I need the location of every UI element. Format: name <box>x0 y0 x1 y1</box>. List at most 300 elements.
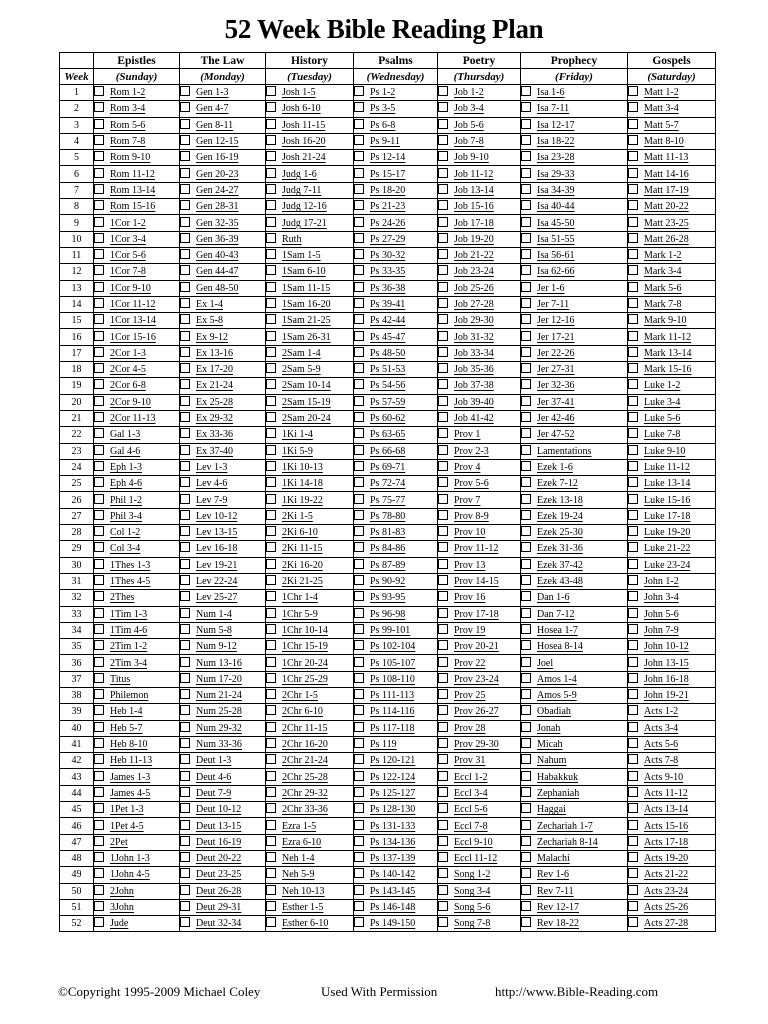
reading-checkbox[interactable] <box>180 640 190 650</box>
reading-checkbox[interactable] <box>354 771 364 781</box>
reading-checkbox[interactable] <box>266 836 276 846</box>
reading-checkbox[interactable] <box>180 412 190 422</box>
reading-checkbox[interactable] <box>521 217 531 227</box>
reading-checkbox[interactable] <box>628 771 638 781</box>
reading-checkbox[interactable] <box>266 705 276 715</box>
reading-checkbox[interactable] <box>266 803 276 813</box>
reading-checkbox[interactable] <box>94 119 104 129</box>
reading-checkbox[interactable] <box>266 689 276 699</box>
reading-checkbox[interactable] <box>521 363 531 373</box>
reading-checkbox[interactable] <box>521 412 531 422</box>
reading-checkbox[interactable] <box>521 803 531 813</box>
reading-checkbox[interactable] <box>94 168 104 178</box>
reading-checkbox[interactable] <box>354 608 364 618</box>
reading-checkbox[interactable] <box>628 885 638 895</box>
reading-checkbox[interactable] <box>438 135 448 145</box>
reading-checkbox[interactable] <box>354 347 364 357</box>
reading-checkbox[interactable] <box>180 722 190 732</box>
website-link[interactable]: http://www.Bible-Reading.com <box>495 984 659 999</box>
reading-checkbox[interactable] <box>354 705 364 715</box>
reading-checkbox[interactable] <box>180 705 190 715</box>
reading-checkbox[interactable] <box>521 575 531 585</box>
reading-checkbox[interactable] <box>354 298 364 308</box>
reading-checkbox[interactable] <box>628 608 638 618</box>
reading-checkbox[interactable] <box>180 689 190 699</box>
reading-checkbox[interactable] <box>266 820 276 830</box>
reading-checkbox[interactable] <box>94 803 104 813</box>
reading-checkbox[interactable] <box>354 494 364 504</box>
reading-checkbox[interactable] <box>521 396 531 406</box>
reading-checkbox[interactable] <box>266 624 276 634</box>
reading-checkbox[interactable] <box>628 477 638 487</box>
reading-checkbox[interactable] <box>354 559 364 569</box>
reading-checkbox[interactable] <box>521 510 531 520</box>
reading-checkbox[interactable] <box>438 640 448 650</box>
reading-checkbox[interactable] <box>266 510 276 520</box>
reading-checkbox[interactable] <box>438 314 448 324</box>
reading-checkbox[interactable] <box>354 363 364 373</box>
reading-checkbox[interactable] <box>628 396 638 406</box>
reading-checkbox[interactable] <box>94 217 104 227</box>
reading-checkbox[interactable] <box>266 477 276 487</box>
reading-checkbox[interactable] <box>628 542 638 552</box>
reading-checkbox[interactable] <box>180 265 190 275</box>
reading-checkbox[interactable] <box>438 412 448 422</box>
reading-checkbox[interactable] <box>266 657 276 667</box>
reading-checkbox[interactable] <box>628 412 638 422</box>
reading-checkbox[interactable] <box>266 738 276 748</box>
reading-checkbox[interactable] <box>438 738 448 748</box>
reading-checkbox[interactable] <box>521 771 531 781</box>
reading-checkbox[interactable] <box>354 200 364 210</box>
reading-checkbox[interactable] <box>438 673 448 683</box>
reading-checkbox[interactable] <box>354 901 364 911</box>
reading-checkbox[interactable] <box>521 901 531 911</box>
reading-checkbox[interactable] <box>266 200 276 210</box>
reading-checkbox[interactable] <box>354 168 364 178</box>
reading-checkbox[interactable] <box>94 836 104 846</box>
reading-checkbox[interactable] <box>94 200 104 210</box>
reading-checkbox[interactable] <box>180 868 190 878</box>
reading-checkbox[interactable] <box>180 608 190 618</box>
reading-checkbox[interactable] <box>354 885 364 895</box>
reading-checkbox[interactable] <box>94 657 104 667</box>
reading-checkbox[interactable] <box>354 233 364 243</box>
reading-checkbox[interactable] <box>180 885 190 895</box>
reading-checkbox[interactable] <box>180 657 190 667</box>
reading-checkbox[interactable] <box>438 477 448 487</box>
reading-checkbox[interactable] <box>180 738 190 748</box>
reading-checkbox[interactable] <box>438 86 448 96</box>
reading-checkbox[interactable] <box>94 722 104 732</box>
reading-checkbox[interactable] <box>628 526 638 536</box>
reading-checkbox[interactable] <box>94 608 104 618</box>
reading-checkbox[interactable] <box>94 526 104 536</box>
reading-checkbox[interactable] <box>438 298 448 308</box>
reading-checkbox[interactable] <box>521 428 531 438</box>
reading-checkbox[interactable] <box>180 331 190 341</box>
reading-checkbox[interactable] <box>354 526 364 536</box>
reading-checkbox[interactable] <box>266 771 276 781</box>
reading-checkbox[interactable] <box>266 184 276 194</box>
reading-checkbox[interactable] <box>354 542 364 552</box>
reading-checkbox[interactable] <box>521 265 531 275</box>
reading-checkbox[interactable] <box>521 102 531 112</box>
reading-checkbox[interactable] <box>266 868 276 878</box>
reading-checkbox[interactable] <box>521 151 531 161</box>
reading-checkbox[interactable] <box>628 233 638 243</box>
reading-checkbox[interactable] <box>438 265 448 275</box>
reading-checkbox[interactable] <box>628 135 638 145</box>
reading-checkbox[interactable] <box>94 233 104 243</box>
reading-checkbox[interactable] <box>628 314 638 324</box>
reading-checkbox[interactable] <box>628 347 638 357</box>
reading-checkbox[interactable] <box>628 249 638 259</box>
reading-checkbox[interactable] <box>180 102 190 112</box>
reading-checkbox[interactable] <box>94 820 104 830</box>
reading-checkbox[interactable] <box>438 901 448 911</box>
reading-checkbox[interactable] <box>180 836 190 846</box>
reading-checkbox[interactable] <box>180 591 190 601</box>
reading-checkbox[interactable] <box>180 673 190 683</box>
reading-checkbox[interactable] <box>521 852 531 862</box>
reading-checkbox[interactable] <box>94 379 104 389</box>
reading-checkbox[interactable] <box>354 575 364 585</box>
reading-checkbox[interactable] <box>180 510 190 520</box>
reading-checkbox[interactable] <box>180 200 190 210</box>
reading-checkbox[interactable] <box>180 624 190 634</box>
reading-checkbox[interactable] <box>438 168 448 178</box>
reading-checkbox[interactable] <box>266 461 276 471</box>
reading-checkbox[interactable] <box>94 787 104 797</box>
reading-checkbox[interactable] <box>628 705 638 715</box>
reading-checkbox[interactable] <box>266 722 276 732</box>
reading-checkbox[interactable] <box>94 396 104 406</box>
reading-checkbox[interactable] <box>266 379 276 389</box>
reading-checkbox[interactable] <box>354 314 364 324</box>
reading-checkbox[interactable] <box>266 265 276 275</box>
reading-checkbox[interactable] <box>354 836 364 846</box>
reading-checkbox[interactable] <box>628 640 638 650</box>
reading-checkbox[interactable] <box>180 542 190 552</box>
reading-checkbox[interactable] <box>266 119 276 129</box>
reading-checkbox[interactable] <box>94 901 104 911</box>
reading-checkbox[interactable] <box>94 135 104 145</box>
reading-checkbox[interactable] <box>628 803 638 813</box>
reading-checkbox[interactable] <box>354 868 364 878</box>
reading-checkbox[interactable] <box>521 657 531 667</box>
reading-checkbox[interactable] <box>180 917 190 927</box>
reading-checkbox[interactable] <box>180 135 190 145</box>
reading-checkbox[interactable] <box>180 477 190 487</box>
reading-checkbox[interactable] <box>438 820 448 830</box>
reading-checkbox[interactable] <box>94 265 104 275</box>
reading-checkbox[interactable] <box>354 917 364 927</box>
reading-checkbox[interactable] <box>94 151 104 161</box>
reading-checkbox[interactable] <box>628 575 638 585</box>
reading-checkbox[interactable] <box>180 428 190 438</box>
reading-checkbox[interactable] <box>180 151 190 161</box>
reading-checkbox[interactable] <box>438 102 448 112</box>
reading-checkbox[interactable] <box>521 331 531 341</box>
reading-checkbox[interactable] <box>628 217 638 227</box>
reading-checkbox[interactable] <box>521 461 531 471</box>
reading-checkbox[interactable] <box>94 754 104 764</box>
reading-checkbox[interactable] <box>521 314 531 324</box>
reading-checkbox[interactable] <box>438 771 448 781</box>
reading-checkbox[interactable] <box>94 494 104 504</box>
reading-checkbox[interactable] <box>438 282 448 292</box>
reading-checkbox[interactable] <box>354 591 364 601</box>
reading-checkbox[interactable] <box>628 510 638 520</box>
reading-checkbox[interactable] <box>438 754 448 764</box>
reading-checkbox[interactable] <box>628 151 638 161</box>
reading-checkbox[interactable] <box>521 608 531 618</box>
reading-checkbox[interactable] <box>94 282 104 292</box>
reading-checkbox[interactable] <box>94 86 104 96</box>
reading-checkbox[interactable] <box>180 526 190 536</box>
reading-checkbox[interactable] <box>521 233 531 243</box>
reading-checkbox[interactable] <box>521 591 531 601</box>
reading-checkbox[interactable] <box>521 494 531 504</box>
reading-checkbox[interactable] <box>266 640 276 650</box>
reading-checkbox[interactable] <box>180 901 190 911</box>
reading-checkbox[interactable] <box>521 184 531 194</box>
reading-checkbox[interactable] <box>438 917 448 927</box>
reading-checkbox[interactable] <box>521 542 531 552</box>
reading-checkbox[interactable] <box>180 184 190 194</box>
reading-checkbox[interactable] <box>266 559 276 569</box>
reading-checkbox[interactable] <box>94 347 104 357</box>
reading-checkbox[interactable] <box>521 705 531 715</box>
reading-checkbox[interactable] <box>438 184 448 194</box>
reading-checkbox[interactable] <box>180 217 190 227</box>
reading-checkbox[interactable] <box>94 559 104 569</box>
reading-checkbox[interactable] <box>628 868 638 878</box>
reading-checkbox[interactable] <box>180 787 190 797</box>
reading-checkbox[interactable] <box>521 135 531 145</box>
reading-checkbox[interactable] <box>521 787 531 797</box>
reading-checkbox[interactable] <box>94 428 104 438</box>
reading-checkbox[interactable] <box>266 852 276 862</box>
reading-checkbox[interactable] <box>438 379 448 389</box>
reading-checkbox[interactable] <box>521 917 531 927</box>
reading-checkbox[interactable] <box>354 102 364 112</box>
reading-checkbox[interactable] <box>266 298 276 308</box>
reading-checkbox[interactable] <box>438 608 448 618</box>
reading-checkbox[interactable] <box>354 477 364 487</box>
reading-checkbox[interactable] <box>354 852 364 862</box>
reading-checkbox[interactable] <box>266 168 276 178</box>
reading-checkbox[interactable] <box>180 363 190 373</box>
reading-checkbox[interactable] <box>266 86 276 96</box>
reading-checkbox[interactable] <box>94 673 104 683</box>
reading-checkbox[interactable] <box>94 885 104 895</box>
reading-checkbox[interactable] <box>180 168 190 178</box>
reading-checkbox[interactable] <box>438 542 448 552</box>
reading-checkbox[interactable] <box>354 428 364 438</box>
reading-checkbox[interactable] <box>521 445 531 455</box>
reading-checkbox[interactable] <box>266 282 276 292</box>
reading-checkbox[interactable] <box>266 885 276 895</box>
reading-checkbox[interactable] <box>94 184 104 194</box>
reading-checkbox[interactable] <box>94 689 104 699</box>
reading-checkbox[interactable] <box>94 331 104 341</box>
reading-checkbox[interactable] <box>628 689 638 699</box>
reading-checkbox[interactable] <box>354 86 364 96</box>
reading-checkbox[interactable] <box>628 722 638 732</box>
reading-checkbox[interactable] <box>354 820 364 830</box>
reading-checkbox[interactable] <box>521 200 531 210</box>
reading-checkbox[interactable] <box>94 314 104 324</box>
reading-checkbox[interactable] <box>266 233 276 243</box>
reading-checkbox[interactable] <box>628 200 638 210</box>
reading-checkbox[interactable] <box>94 624 104 634</box>
reading-checkbox[interactable] <box>180 282 190 292</box>
reading-checkbox[interactable] <box>354 151 364 161</box>
reading-checkbox[interactable] <box>354 396 364 406</box>
reading-checkbox[interactable] <box>94 477 104 487</box>
reading-checkbox[interactable] <box>94 575 104 585</box>
reading-checkbox[interactable] <box>354 689 364 699</box>
reading-checkbox[interactable] <box>266 673 276 683</box>
reading-checkbox[interactable] <box>94 852 104 862</box>
reading-checkbox[interactable] <box>628 428 638 438</box>
reading-checkbox[interactable] <box>628 265 638 275</box>
reading-checkbox[interactable] <box>628 298 638 308</box>
reading-checkbox[interactable] <box>354 119 364 129</box>
reading-checkbox[interactable] <box>521 689 531 699</box>
reading-checkbox[interactable] <box>266 314 276 324</box>
reading-checkbox[interactable] <box>354 445 364 455</box>
reading-checkbox[interactable] <box>266 917 276 927</box>
reading-checkbox[interactable] <box>266 901 276 911</box>
reading-checkbox[interactable] <box>94 771 104 781</box>
reading-checkbox[interactable] <box>521 722 531 732</box>
reading-checkbox[interactable] <box>628 102 638 112</box>
reading-checkbox[interactable] <box>438 233 448 243</box>
reading-checkbox[interactable] <box>438 428 448 438</box>
reading-checkbox[interactable] <box>94 591 104 601</box>
reading-checkbox[interactable] <box>354 787 364 797</box>
reading-checkbox[interactable] <box>354 331 364 341</box>
reading-checkbox[interactable] <box>628 787 638 797</box>
reading-checkbox[interactable] <box>180 298 190 308</box>
reading-checkbox[interactable] <box>438 249 448 259</box>
reading-checkbox[interactable] <box>266 575 276 585</box>
reading-checkbox[interactable] <box>438 331 448 341</box>
reading-checkbox[interactable] <box>438 575 448 585</box>
reading-checkbox[interactable] <box>521 836 531 846</box>
reading-checkbox[interactable] <box>521 673 531 683</box>
reading-checkbox[interactable] <box>628 836 638 846</box>
reading-checkbox[interactable] <box>354 673 364 683</box>
reading-checkbox[interactable] <box>180 86 190 96</box>
reading-checkbox[interactable] <box>521 640 531 650</box>
reading-checkbox[interactable] <box>180 347 190 357</box>
reading-checkbox[interactable] <box>266 331 276 341</box>
reading-checkbox[interactable] <box>521 738 531 748</box>
reading-checkbox[interactable] <box>94 738 104 748</box>
reading-checkbox[interactable] <box>354 624 364 634</box>
reading-checkbox[interactable] <box>354 640 364 650</box>
reading-checkbox[interactable] <box>628 820 638 830</box>
reading-checkbox[interactable] <box>354 249 364 259</box>
reading-checkbox[interactable] <box>354 412 364 422</box>
reading-checkbox[interactable] <box>438 363 448 373</box>
reading-checkbox[interactable] <box>438 396 448 406</box>
reading-checkbox[interactable] <box>521 885 531 895</box>
reading-checkbox[interactable] <box>521 477 531 487</box>
reading-checkbox[interactable] <box>94 542 104 552</box>
reading-checkbox[interactable] <box>438 217 448 227</box>
reading-checkbox[interactable] <box>266 494 276 504</box>
reading-checkbox[interactable] <box>521 347 531 357</box>
reading-checkbox[interactable] <box>438 803 448 813</box>
reading-checkbox[interactable] <box>180 771 190 781</box>
reading-checkbox[interactable] <box>94 412 104 422</box>
reading-checkbox[interactable] <box>94 868 104 878</box>
reading-checkbox[interactable] <box>266 363 276 373</box>
reading-checkbox[interactable] <box>354 265 364 275</box>
reading-checkbox[interactable] <box>354 184 364 194</box>
reading-checkbox[interactable] <box>628 168 638 178</box>
reading-checkbox[interactable] <box>438 119 448 129</box>
reading-checkbox[interactable] <box>266 151 276 161</box>
reading-checkbox[interactable] <box>180 494 190 504</box>
reading-checkbox[interactable] <box>521 624 531 634</box>
reading-checkbox[interactable] <box>628 445 638 455</box>
reading-checkbox[interactable] <box>628 901 638 911</box>
reading-checkbox[interactable] <box>266 249 276 259</box>
reading-checkbox[interactable] <box>354 657 364 667</box>
reading-checkbox[interactable] <box>94 363 104 373</box>
reading-checkbox[interactable] <box>628 461 638 471</box>
reading-checkbox[interactable] <box>521 754 531 764</box>
reading-checkbox[interactable] <box>628 282 638 292</box>
reading-checkbox[interactable] <box>180 119 190 129</box>
reading-checkbox[interactable] <box>438 591 448 601</box>
reading-checkbox[interactable] <box>521 86 531 96</box>
reading-checkbox[interactable] <box>628 852 638 862</box>
reading-checkbox[interactable] <box>354 754 364 764</box>
reading-checkbox[interactable] <box>628 754 638 764</box>
reading-checkbox[interactable] <box>521 282 531 292</box>
reading-checkbox[interactable] <box>628 86 638 96</box>
reading-checkbox[interactable] <box>354 803 364 813</box>
reading-checkbox[interactable] <box>266 754 276 764</box>
reading-checkbox[interactable] <box>94 640 104 650</box>
reading-checkbox[interactable] <box>266 428 276 438</box>
reading-checkbox[interactable] <box>180 396 190 406</box>
reading-checkbox[interactable] <box>438 461 448 471</box>
reading-checkbox[interactable] <box>180 249 190 259</box>
reading-checkbox[interactable] <box>628 379 638 389</box>
reading-checkbox[interactable] <box>94 917 104 927</box>
reading-checkbox[interactable] <box>438 494 448 504</box>
reading-checkbox[interactable] <box>354 738 364 748</box>
reading-checkbox[interactable] <box>266 591 276 601</box>
reading-checkbox[interactable] <box>354 461 364 471</box>
reading-checkbox[interactable] <box>180 575 190 585</box>
reading-checkbox[interactable] <box>266 396 276 406</box>
reading-checkbox[interactable] <box>521 820 531 830</box>
reading-checkbox[interactable] <box>628 363 638 373</box>
reading-checkbox[interactable] <box>180 803 190 813</box>
reading-checkbox[interactable] <box>438 836 448 846</box>
reading-checkbox[interactable] <box>438 722 448 732</box>
reading-checkbox[interactable] <box>180 233 190 243</box>
